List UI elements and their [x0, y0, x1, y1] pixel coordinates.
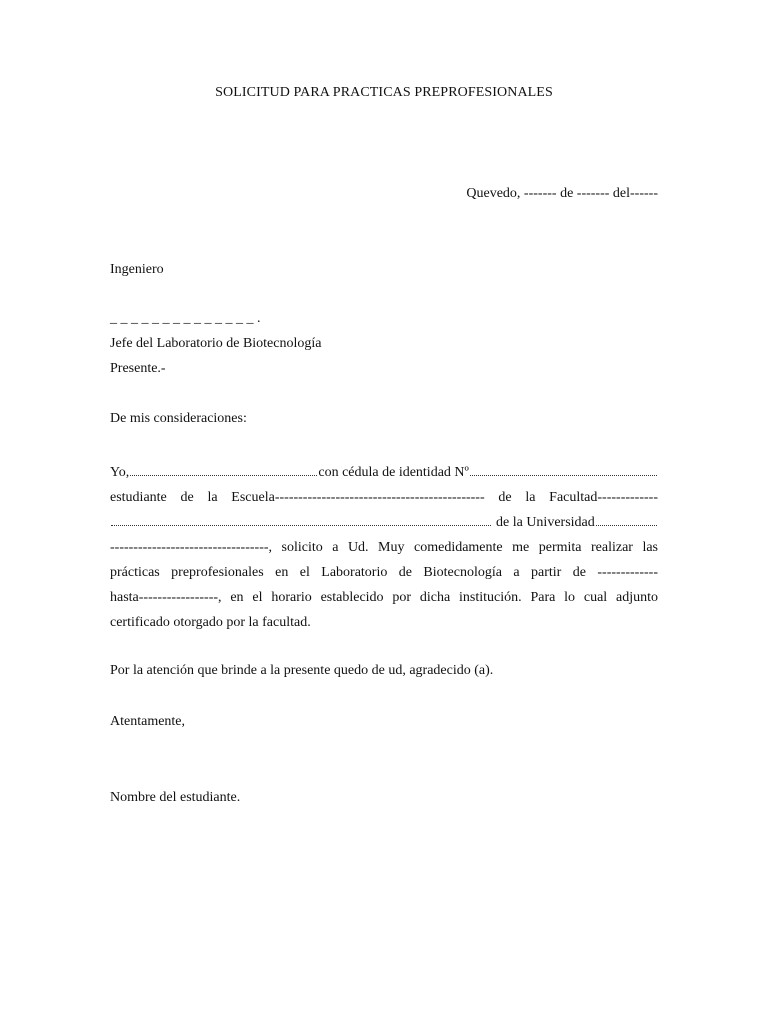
recipient-title: Ingeniero	[110, 262, 164, 277]
recipient-position: Jefe del Laboratorio de Biotecnología	[110, 336, 322, 351]
body-line-3	[110, 510, 658, 535]
recipient-name-blank: _ _ _ _ _ _ _ _ _ _ _ _ _ _ .	[110, 311, 261, 326]
id-label: con cédula de identidad Nº	[318, 465, 469, 480]
body-line-2: estudiante de la Escuela--------------------------------------------- de la Facultad-------------	[110, 490, 658, 505]
id-number-blank	[470, 474, 657, 476]
body-line-5: prácticas preprofesionales en el Laboratorio de Biotecnología a partir de -------------	[110, 565, 658, 580]
signature-label: Nombre del estudiante.	[110, 790, 241, 805]
presente-label: Presente.-	[110, 361, 166, 376]
body-line-1	[110, 460, 658, 485]
closing-text: Por la atención que brinde a la presente quedo de ud, agradecido (a).	[110, 663, 494, 678]
university-blank	[596, 524, 657, 526]
student-name-blank	[130, 474, 317, 476]
yo-label: Yo,	[110, 465, 130, 480]
greeting: De mis consideraciones:	[110, 411, 247, 426]
farewell: Atentamente,	[110, 714, 186, 729]
body-line-7: certificado otorgado por la facultad.	[110, 615, 311, 630]
university-label: de la Universidad	[496, 515, 595, 530]
request-paragraph	[110, 460, 658, 635]
body-line-4: ----------------------------------, solicito a Ud. Muy comedidamente me permita realizar las	[110, 540, 658, 555]
body-line-6: hasta-----------------, en el horario establecido por dicha institución. Para lo cual adjunto	[110, 590, 658, 605]
document-title: SOLICITUD PARA PRACTICAS PREPROFESIONALES	[215, 85, 553, 100]
faculty-blank	[111, 524, 491, 526]
date-line: Quevedo, ------- de ------- del------	[466, 186, 658, 201]
